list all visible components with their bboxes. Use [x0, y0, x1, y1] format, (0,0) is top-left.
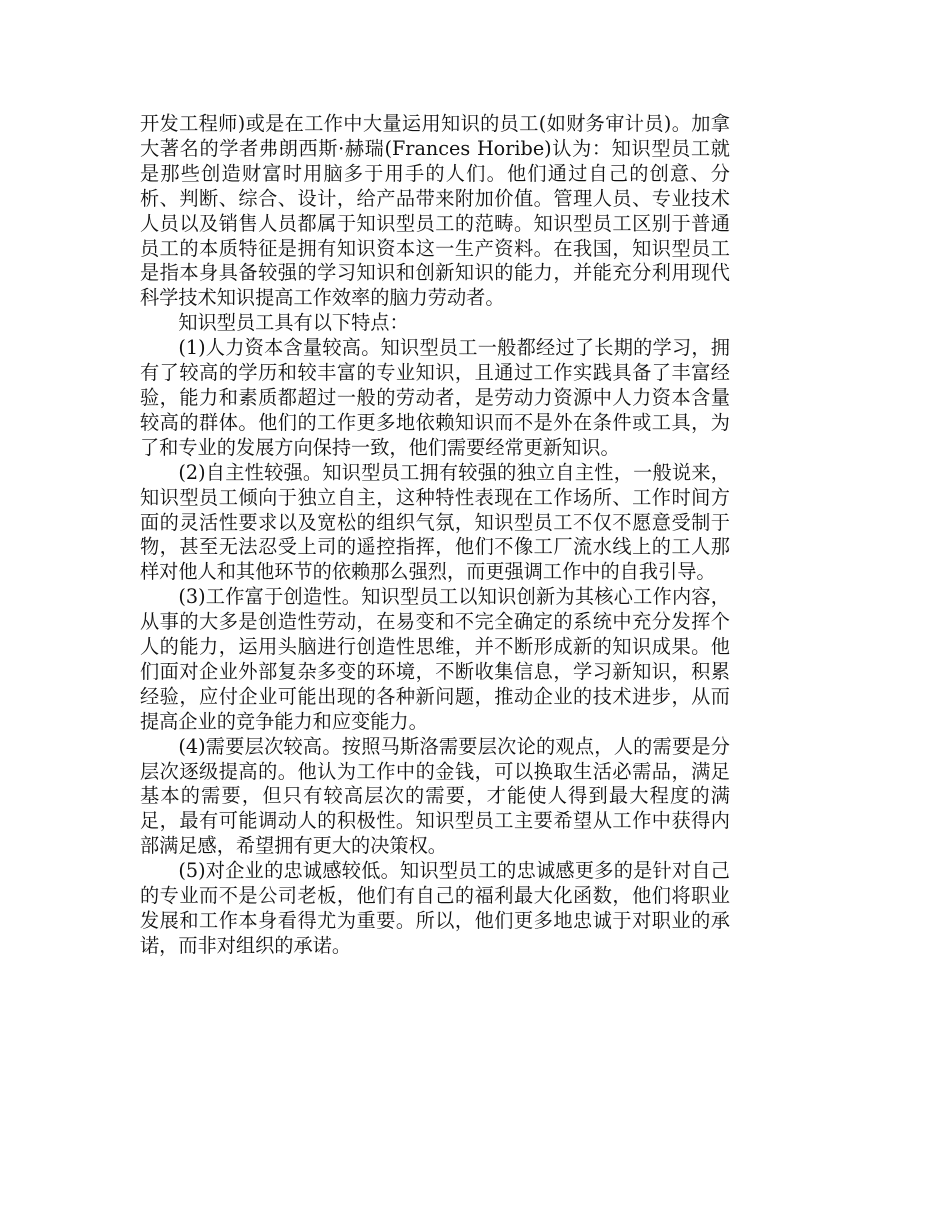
paragraph-knowledge-worker-definition: 开发工程师)或是在工作中大量运用知识的员工(如财务审计员)。加拿大著名的学者弗朗西斯·赫瑞(Frances Horibe)认为：知识型员工就是那些创造财富时用脑多于用手的人们。他们通过自己的创意、分析、判断、综合、设计，给产品带来附加价值。管理人员、专业技术人员以及销售人员都属于知识型员工的范畴。知识型员工区别于普通员工的本质特征是拥有知识资本这一生产资料。在我国，知识型员工是指本身具备较强的学习知识和创新知识的能力，并能充分利用现代科学技术知识提高工作效率的脑力劳动者。 — [140, 112, 730, 310]
paragraph-human-capital: (1)人力资本含量较高。知识型员工一般都经过了长期的学习，拥有了较高的学历和较丰富的专业知识，且通过工作实践具备了丰富经验，能力和素质都超过一般的劳动者，是劳动力资源中人力资本含量较高的群体。他们的工作更多地依赖知识而不是外在条件或工具，为了和专业的发展方向保持一致，他们需要经常更新知识。 — [140, 336, 730, 459]
paragraph-characteristics-intro: 知识型员工具有以下特点： — [178, 311, 409, 335]
paragraph-autonomy: (2)自主性较强。知识型员工拥有较强的独立自主性，一般说来，知识型员工倾向于独立自主，这种特性表现在工作场所、工作时间方面的灵活性要求以及宽松的组织气氛，知识型员工不仅不愿意受制于物，甚至无法忍受上司的遥控指挥，他们不像工厂流水线上的工人那样对他人和其他环节的依赖那么强烈，而更强调工作中的自我引导。 — [140, 460, 730, 584]
document-page — [140, 112, 730, 959]
paragraph-creativity: (3)工作富于创造性。知识型员工以知识创新为其核心工作内容，从事的大多是创造性劳动，在易变和不完全确定的系统中充分发挥个人的能力，运用头脑进行创造性思维，并不断形成新的知识成果。他们面对企业外部复杂多变的环境，不断收集信息，学习新知识，积累经验，应付企业可能出现的各种新问题，推动企业的技术进步，从而提高企业的竞争能力和应变能力。 — [140, 585, 730, 733]
paragraph-low-loyalty: (5)对企业的忠诚感较低。知识型员工的忠诚感更多的是针对自己的专业而不是公司老板，他们有自己的福利最大化函数，他们将职业发展和工作本身看得尤为重要。所以，他们更多地忠诚于对职业的承诺，而非对组织的承诺。 — [140, 859, 730, 957]
paragraph-higher-needs: (4)需要层次较高。按照马斯洛需要层次论的观点，人的需要是分层次逐级提高的。他认为工作中的金钱，可以换取生活必需品，满足基本的需要，但只有较高层次的需要，才能使人得到最大程度的满足，最有可能调动人的积极性。知识型员工主要希望从工作中获得内部满足感，希望拥有更大的决策权。 — [140, 734, 730, 858]
